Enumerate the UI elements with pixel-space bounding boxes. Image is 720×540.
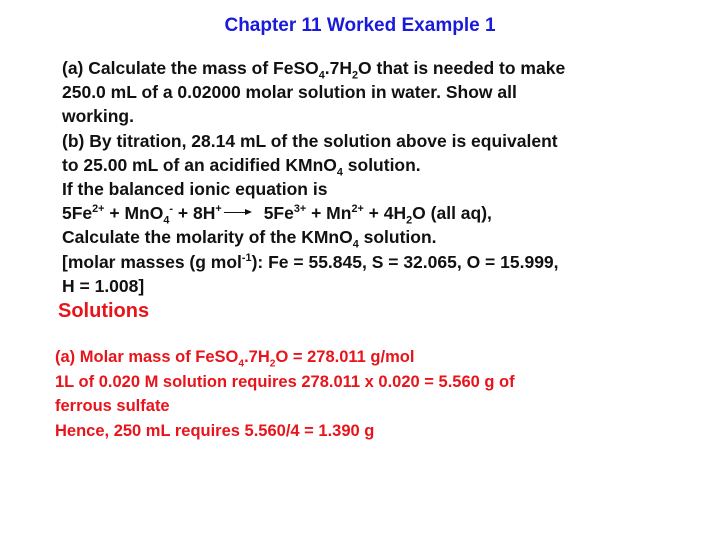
subscript: 2 [406, 214, 413, 227]
superscript: + [215, 203, 222, 216]
text-segment: solution. [342, 154, 421, 175]
text-line [62, 80, 702, 104]
text-line [62, 56, 702, 80]
subscript: 4 [318, 69, 325, 82]
text-line [62, 129, 702, 153]
text-line [62, 201, 702, 225]
text-segment: working. [62, 106, 134, 127]
question-text [62, 56, 702, 298]
solutions-heading: Solutions [58, 300, 150, 322]
text-segment: 5Fe [62, 203, 93, 224]
text-line [62, 177, 702, 201]
text-segment: ferrous sulfate [55, 397, 170, 415]
text-segment: O = 278.011 g/mol [275, 348, 415, 366]
page-title: Chapter 11 Worked Example 1 [224, 15, 496, 36]
text-segment: 250.0 mL of a 0.02000 molar solution in water. Show all [62, 82, 517, 103]
text-segment: [molar masses (g mol [62, 251, 242, 272]
text-line [55, 345, 695, 370]
text-segment: If the balanced ionic equation is [62, 179, 328, 200]
reaction-arrow-icon [224, 212, 250, 213]
text-segment: 5Fe [263, 203, 294, 224]
text-segment: (a) Molar mass of FeSO [55, 348, 239, 366]
superscript: 3+ [293, 203, 307, 216]
text-segment: + 8H [173, 203, 216, 224]
subscript: 4 [238, 358, 245, 370]
subscript: 4 [336, 166, 343, 179]
text-line [55, 419, 695, 444]
text-line [62, 225, 702, 249]
text-segment: Hence, 250 mL requires 5.560/4 = 1.390 g [55, 421, 375, 440]
subscript: 4 [163, 214, 170, 227]
text-line [62, 250, 702, 274]
text-line [62, 153, 702, 177]
text-segment: 1L of 0.020 M solution requires 278.011 x 0.020 = 5.560 g of [55, 372, 515, 391]
text-segment: Calculate the molarity of the KMnO [62, 227, 353, 248]
text-segment: to 25.00 mL of an acidified KMnO [62, 154, 337, 175]
superscript: - [169, 203, 174, 216]
text-line [55, 394, 695, 419]
subscript: 2 [269, 358, 276, 370]
text-segment: H = 1.008] [62, 275, 145, 296]
text-segment: (b) By titration, 28.14 mL of the solution above is equivalent [62, 130, 558, 151]
text-segment: O that is needed to make [358, 58, 566, 78]
text-segment: ): Fe = 55.845, S = 32.065, O = 15.999, [251, 251, 559, 272]
superscript: 2+ [351, 203, 364, 216]
text-line [62, 104, 702, 128]
text-line [55, 370, 695, 395]
text-segment: + MnO [104, 203, 164, 224]
answer-text [55, 345, 695, 443]
text-segment: solution. [358, 227, 437, 248]
superscript: 2+ [92, 203, 105, 216]
text-segment: O (all aq), [412, 203, 492, 224]
text-segment: .7H [244, 348, 270, 366]
subscript: 2 [352, 69, 359, 82]
text-segment: .7H [324, 58, 353, 78]
text-segment: + 4H [363, 203, 407, 224]
superscript: -1 [241, 251, 252, 264]
text-segment: (a) Calculate the mass of FeSO [62, 58, 319, 78]
text-line [62, 274, 702, 298]
subscript: 4 [352, 238, 359, 251]
text-segment: + Mn [306, 203, 352, 224]
